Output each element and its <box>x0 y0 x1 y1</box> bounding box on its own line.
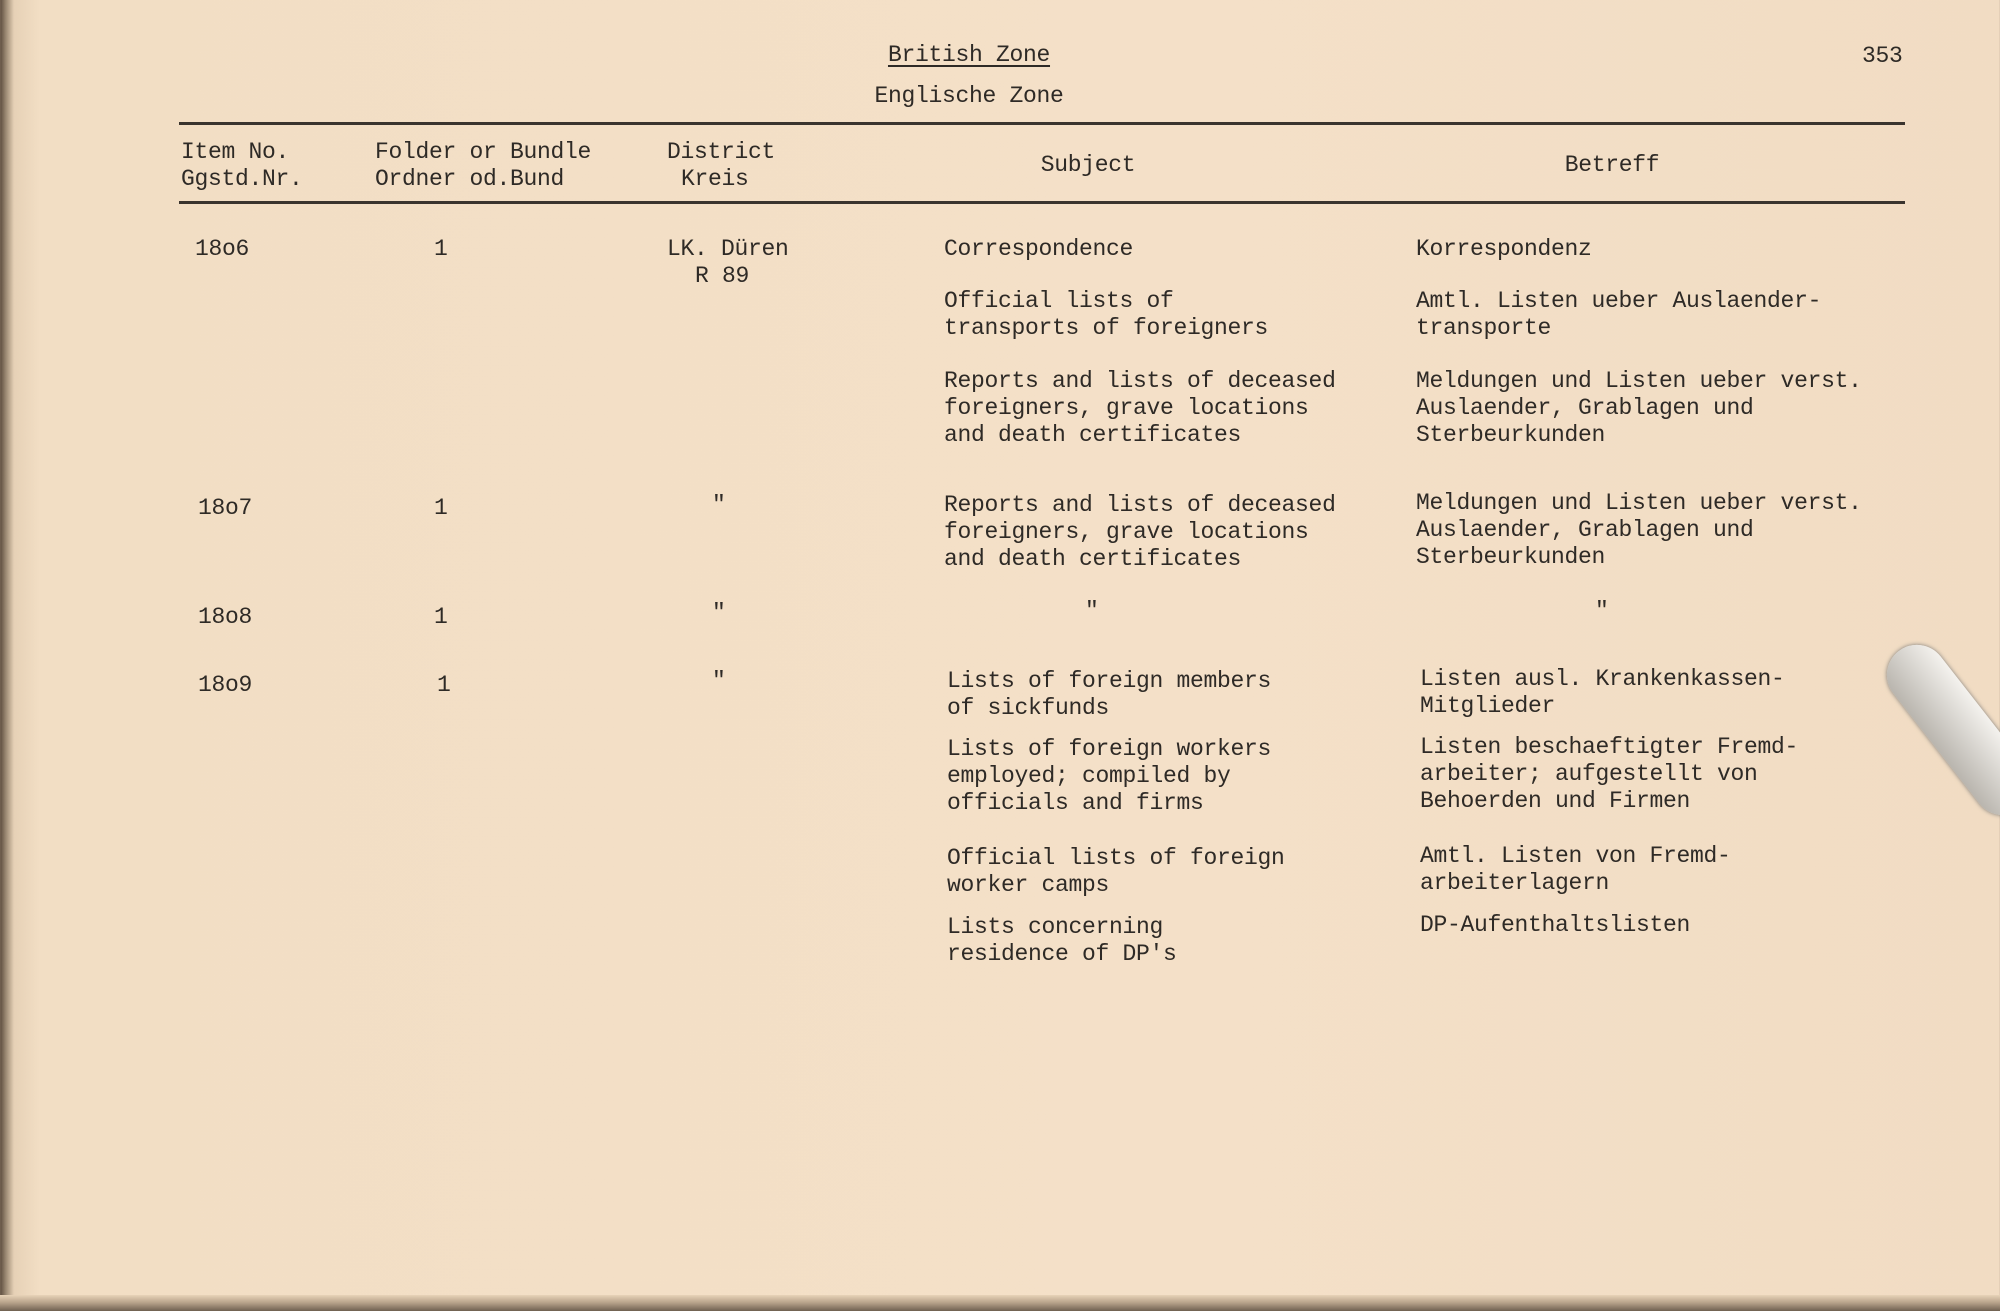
folder-number: 1 <box>434 236 448 262</box>
subject-entry: Reports and lists of deceased foreigners, grave locations and death certificates <box>944 368 1336 448</box>
betreff-entry: DP-Aufenthaltslisten <box>1420 912 1691 938</box>
betreff-entry: Amtl. Listen ueber Auslaender- transporte <box>1416 288 1822 341</box>
header-top-rule <box>179 122 1905 125</box>
col-item-en: Item No. <box>181 139 290 165</box>
district: LK. Düren <box>667 236 789 262</box>
subject-entry: Reports and lists of deceased foreigners, grave locations and death certificates <box>944 492 1336 572</box>
folder-number: 1 <box>434 604 448 630</box>
page-subtitle: Englische Zone <box>874 83 1064 109</box>
folder-number: 1 <box>434 495 448 521</box>
col-district-en: District <box>667 139 776 165</box>
betreff-entry: Listen beschaeftigter Fremd- arbeiter; aufgestellt von Behoerden und Firmen <box>1420 734 1799 814</box>
betreff-ditto: " <box>1595 598 1609 624</box>
betreff-entry: Listen ausl. Krankenkassen- Mitglieder <box>1420 666 1785 719</box>
col-folder-en: Folder or Bundle <box>375 139 592 165</box>
subject-entry: Lists concerning residence of DP's <box>947 914 1177 967</box>
betreff-entry: Amtl. Listen von Fremd- arbeiterlagern <box>1420 843 1731 896</box>
subject-entry: Correspondence <box>944 236 1134 262</box>
item-number: 18o7 <box>198 495 253 521</box>
page-title: British Zone <box>887 42 1051 68</box>
page-bottom-edge <box>0 1295 2000 1311</box>
item-number: 18o8 <box>198 604 253 630</box>
col-item-de: Ggstd.Nr. <box>181 166 303 192</box>
col-folder-de: Ordner od.Bund <box>375 166 565 192</box>
item-number: 18o9 <box>198 672 253 698</box>
subject-entry: Official lists of transports of foreigners <box>944 288 1269 341</box>
pen-tip-image <box>1875 633 2000 828</box>
col-betreff: Betreff <box>1564 152 1660 178</box>
header-bottom-rule <box>179 201 1905 204</box>
district-ditto: " <box>712 600 726 626</box>
subject-entry: Lists of foreign workers employed; compiled by officials and firms <box>947 736 1272 816</box>
district-code: R 89 <box>695 263 750 289</box>
subject-entry: Lists of foreign members of sickfunds <box>947 668 1272 721</box>
folder-number: 1 <box>437 672 451 698</box>
subject-ditto: " <box>1085 598 1099 624</box>
item-number: 18o6 <box>195 236 250 262</box>
betreff-entry: Meldungen und Listen ueber verst. Auslaender, Grablagen und Sterbeurkunden <box>1416 368 1862 448</box>
subject-entry: Official lists of foreign worker camps <box>947 845 1285 898</box>
betreff-entry: Korrespondenz <box>1416 236 1592 262</box>
page-number: 353 <box>1862 43 1903 69</box>
col-subject: Subject <box>1040 152 1136 178</box>
district-ditto: " <box>712 492 726 518</box>
betreff-entry: Meldungen und Listen ueber verst. Auslaender, Grablagen und Sterbeurkunden <box>1416 490 1862 570</box>
col-district-de: Kreis <box>681 166 749 192</box>
district-ditto: " <box>712 668 726 694</box>
